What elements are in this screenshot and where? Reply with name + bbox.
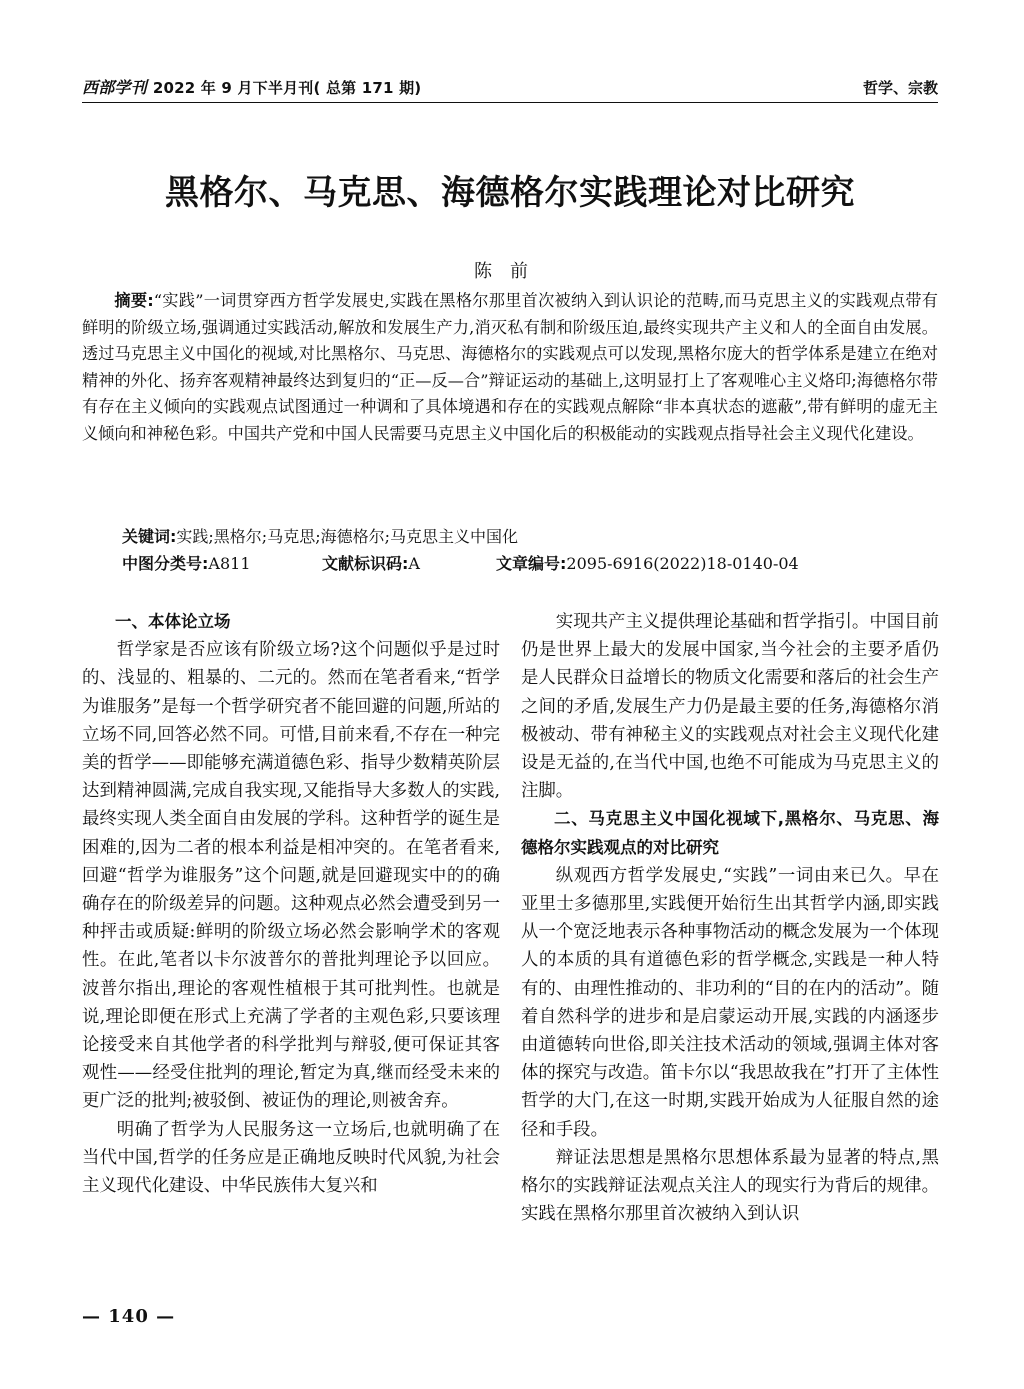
abstract	[82, 288, 938, 448]
clc-number	[122, 551, 322, 577]
body-paragraph: 哲学家是否应该有阶级立场?这个问题似乎是过时的、浅显的、粗暴的、二元的。然而在笔者看来,“哲学为谁服务”是每一个哲学研究者不能回避的问题,所站的立场不同,回答必然不同。可惜,目前来看,不存在一种完美的哲学——即能够充满道德色彩、指导少数精英阶层达到精神圆满,完成自我实现,又能指导大多数人的实践,最终实现人类全面自由发展的学科。这种哲学的诞生是困难的,因为二者的根本利益是相冲突的。在笔者看来,回避“哲学为谁服务”这个问题,就是回避现实中的的确确存在的阶级差异的问题。这种观点必然会遭受到另一种抨击或质疑:鲜明的阶级立场必然会影响学术的客观性。在此,笔者以卡尔波普尔的普批判理论予以回应。波普尔指出,理论的客观性植根于其可批判性。也就是说,理论即便在形式上充满了学者的主观色彩,只要该理论接受来自其他学者的科学批判与辩驳,便可保证其客观性——经受住批判的理论,暂定为真,继而经受未来的更广泛的批判;被驳倒、被证伪的理论,则被舍弃。	[82, 640, 500, 1112]
article-number	[496, 551, 799, 577]
author-name: 陈前	[474, 261, 546, 282]
document-code	[322, 551, 496, 577]
article-title: 黑格尔、马克思、海德格尔实践理论对比研究	[165, 173, 855, 213]
keywords-label: 关键词:	[122, 527, 177, 546]
keywords	[82, 524, 938, 550]
article-label: 文章编号:	[496, 554, 567, 573]
section-heading: 二、马克思主义中国化视域下,黑格尔、马克思、海德格尔实践观点的对比研究	[521, 809, 939, 857]
doc-value: A	[408, 554, 420, 573]
body-paragraph: 辩证法思想是黑格尔思想体系最为显著的特点,黑格尔的实践辩证法观点关注人的现实行为背后的规律。实践在黑格尔那里首次被纳入到认识	[521, 1147, 939, 1225]
issue-info: 2022 年 9 月下半月刊( 总第 171 期)	[152, 79, 422, 97]
clc-label: 中图分类号:	[122, 554, 209, 573]
section-heading: 一、本体论立场	[115, 612, 231, 631]
header-journal-info	[82, 75, 421, 98]
clc-value: A811	[208, 554, 251, 573]
classification-line	[82, 551, 938, 577]
page-number: — 140 —	[82, 1306, 176, 1327]
doc-label: 文献标识码:	[322, 554, 409, 573]
running-header	[82, 70, 938, 103]
journal-logo: 西部学刊	[82, 78, 147, 97]
left-column	[82, 608, 500, 1200]
body-paragraph: 纵观西方哲学发展史,“实践”一词由来已久。早在亚里士多德那里,实践便开始衍生出其哲学内涵,即实践从一个宽泛地表示各种事物活动的概念发展为一个体现人的本质的具有道德色彩的哲学概念,实践是一种人特有的、由理性推动的、非功利的“目的在内的活动”。随着自然科学的进步和是启蒙运动开展,实践的内涵逐步由道德转向世俗,即关注技术活动的领域,强调主体对客体的探究与改造。笛卡尔以“我思故我在”打开了主体性哲学的大门,在这一时期,实践开始成为人征服自然的途径和手段。	[521, 865, 939, 1140]
abstract-text: “实践”一词贯穿西方哲学发展史,实践在黑格尔那里首次被纳入到认识论的范畴,而马克思主义的实践观点带有鲜明的阶级立场,强调通过实践活动,解放和发展生产力,消灭私有制和阶级压迫,最终实现共产主义和人的全面自由发展。透过马克思主义中国化的视域,对比黑格尔、马克思、海德格尔的实践观点可以发现,黑格尔庞大的哲学体系是建立在绝对精神的外化、扬弃客观精神最终达到复归的“正—反—合”辩证运动的基础上,这明显打上了客观唯心主义烙印;海德格尔带有存在主义倾向的实践观点试图通过一种调和了具体境遇和存在的实践观点解除“非本真状态的遮蔽”,带有鲜明的虚无主义倾向和神秘色彩。中国共产党和中国人民需要马克思主义中国化后的积极能动的实践观点指导社会主义现代化建设。	[82, 291, 938, 443]
section-name: 哲学、宗教	[862, 79, 938, 97]
abstract-label: 摘要:	[114, 291, 154, 310]
keywords-text: 实践;黑格尔;马克思;海德格尔;马克思主义中国化	[176, 527, 518, 546]
right-column	[521, 608, 939, 1228]
body-paragraph: 明确了哲学为人民服务这一立场后,也就明确了在当代中国,哲学的任务应是正确地反映时代风貌,为社会主义现代化建设、中华民族伟大复兴和	[82, 1119, 500, 1197]
body-paragraph: 实现共产主义提供理论基础和哲学指引。中国目前仍是世界上最大的发展中国家,当今社会的主要矛盾仍是人民群众日益增长的物质文化需要和落后的社会生产之间的矛盾,发展生产力仍是最主要的任务,海德格尔消极被动、带有神秘主义的实践观点对社会主义现代化建设是无益的,在当代中国,也绝不可能成为马克思主义的注脚。	[521, 612, 939, 802]
article-value: 2095-6916(2022)18-0140-04	[566, 554, 799, 573]
